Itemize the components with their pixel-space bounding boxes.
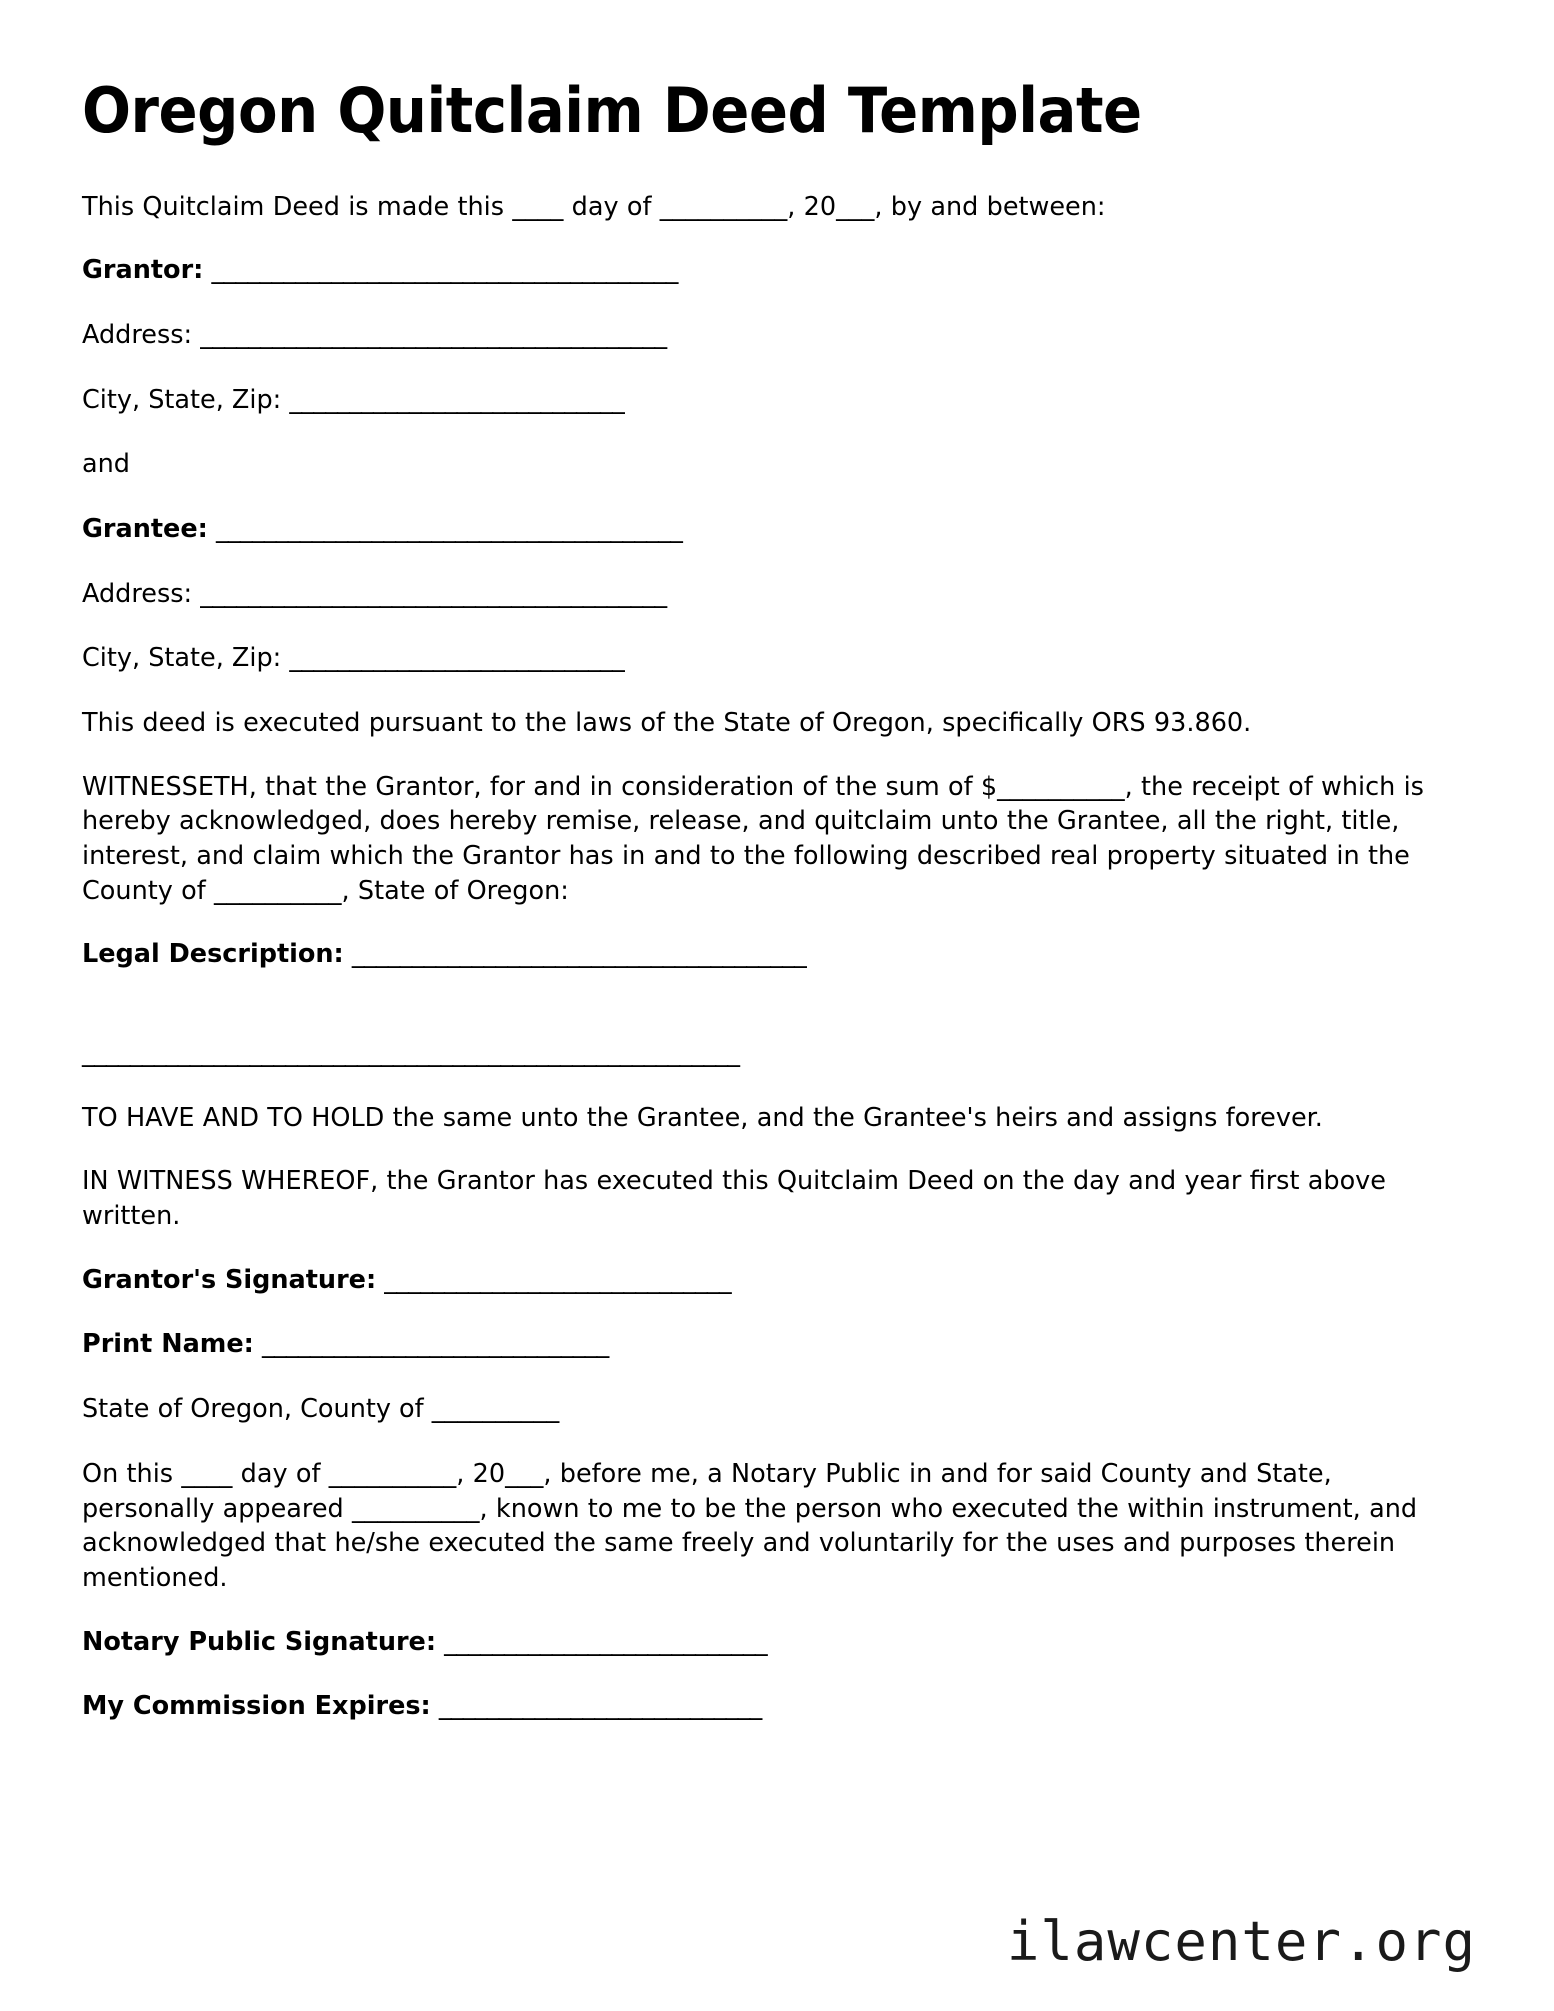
- print-name-blank[interactable]: _____________________________: [261, 1329, 609, 1360]
- grantor-signature-label: Grantor's Signature:: [82, 1264, 377, 1295]
- statute-paragraph: This deed is executed pursuant to the laws of the State of Oregon, specifically ORS 93.860.: [82, 708, 1252, 739]
- grantor-name-label: Grantor:: [82, 255, 204, 286]
- intro-paragraph: This Quitclaim Deed is made this ____ day of __________, 20___, by and between:: [82, 191, 1106, 222]
- witnesseth-paragraph: WITNESSETH, that the Grantor, for and in consideration of the sum of $__________, the receipt of which is hereby acknowledged, does hereby remise, release, and quitclaim unto the Grantee, all the right, title, interest, and claim which the Grantor has in and to the following described real property situated in the County of __________, State of Oregon:: [82, 771, 1424, 906]
- grantee-city-state-zip-field: [82, 641, 1458, 676]
- notary-acknowledgment-paragraph: On this ____ day of __________, 20___, before me, a Notary Public in and for said County and State, personally appeared __________, known to me to be the person who executed the within instrument, and acknowledged that he/she executed the same freely and voluntarily for the uses and purposes therein mentioned.: [82, 1458, 1418, 1593]
- page-title: Oregon Quitclaim Deed Template: [82, 74, 1142, 147]
- legal-description-continuation-blank[interactable]: _______________________________________________________: [82, 1038, 740, 1069]
- grantee-address-label: Address:: [82, 578, 193, 609]
- grantor-address-blank[interactable]: _______________________________________: [200, 320, 667, 351]
- site-watermark: ilawcenter.org: [1006, 1910, 1476, 1973]
- grantor-signature-blank[interactable]: _____________________________: [384, 1264, 731, 1295]
- habendum-paragraph: TO HAVE AND TO HOLD the same unto the Grantee, and the Grantee's heirs and assigns forever.: [82, 1102, 1323, 1133]
- grantee-name-label: Grantee:: [82, 514, 208, 545]
- grantee-name-field: [82, 512, 1458, 547]
- notary-venue-line: State of Oregon, County of __________: [82, 1394, 560, 1425]
- grantor-address-field: [82, 318, 1458, 353]
- grantee-city-state-zip-blank[interactable]: ____________________________: [289, 643, 624, 674]
- grantee-city-state-zip-label: City, State, Zip:: [82, 643, 282, 674]
- legal-description-spacer: [82, 1002, 1458, 1036]
- commission-expires-label: My Commission Expires:: [82, 1691, 431, 1722]
- grantee-name-blank[interactable]: _______________________________________: [215, 514, 683, 545]
- commission-expires-blank[interactable]: ___________________________: [438, 1691, 762, 1722]
- conjunction-and: and: [82, 449, 130, 480]
- grantor-address-label: Address:: [82, 320, 193, 351]
- in-witness-whereof-paragraph: IN WITNESS WHEREOF, the Grantor has executed this Quitclaim Deed on the day and year first above written.: [82, 1166, 1386, 1232]
- notary-signature-blank[interactable]: ___________________________: [444, 1626, 767, 1657]
- legal-description-field: [82, 937, 1458, 972]
- grantor-city-state-zip-blank[interactable]: ____________________________: [289, 384, 624, 415]
- legal-description-label: Legal Description:: [82, 939, 344, 970]
- grantor-city-state-zip-label: City, State, Zip:: [82, 384, 282, 415]
- legal-description-blank[interactable]: ______________________________________: [351, 939, 806, 970]
- commission-expires-field: [82, 1689, 1458, 1724]
- print-name-label: Print Name:: [82, 1329, 254, 1360]
- grantee-address-blank[interactable]: _______________________________________: [200, 578, 667, 609]
- grantee-address-field: [82, 577, 1458, 612]
- grantor-name-blank[interactable]: _______________________________________: [211, 255, 678, 286]
- notary-signature-label: Notary Public Signature:: [82, 1626, 437, 1657]
- grantor-city-state-zip-field: [82, 383, 1458, 418]
- grantor-signature-field: [82, 1263, 1458, 1298]
- print-name-field: [82, 1327, 1458, 1362]
- grantor-name-field: [82, 253, 1458, 288]
- notary-signature-field: [82, 1625, 1458, 1660]
